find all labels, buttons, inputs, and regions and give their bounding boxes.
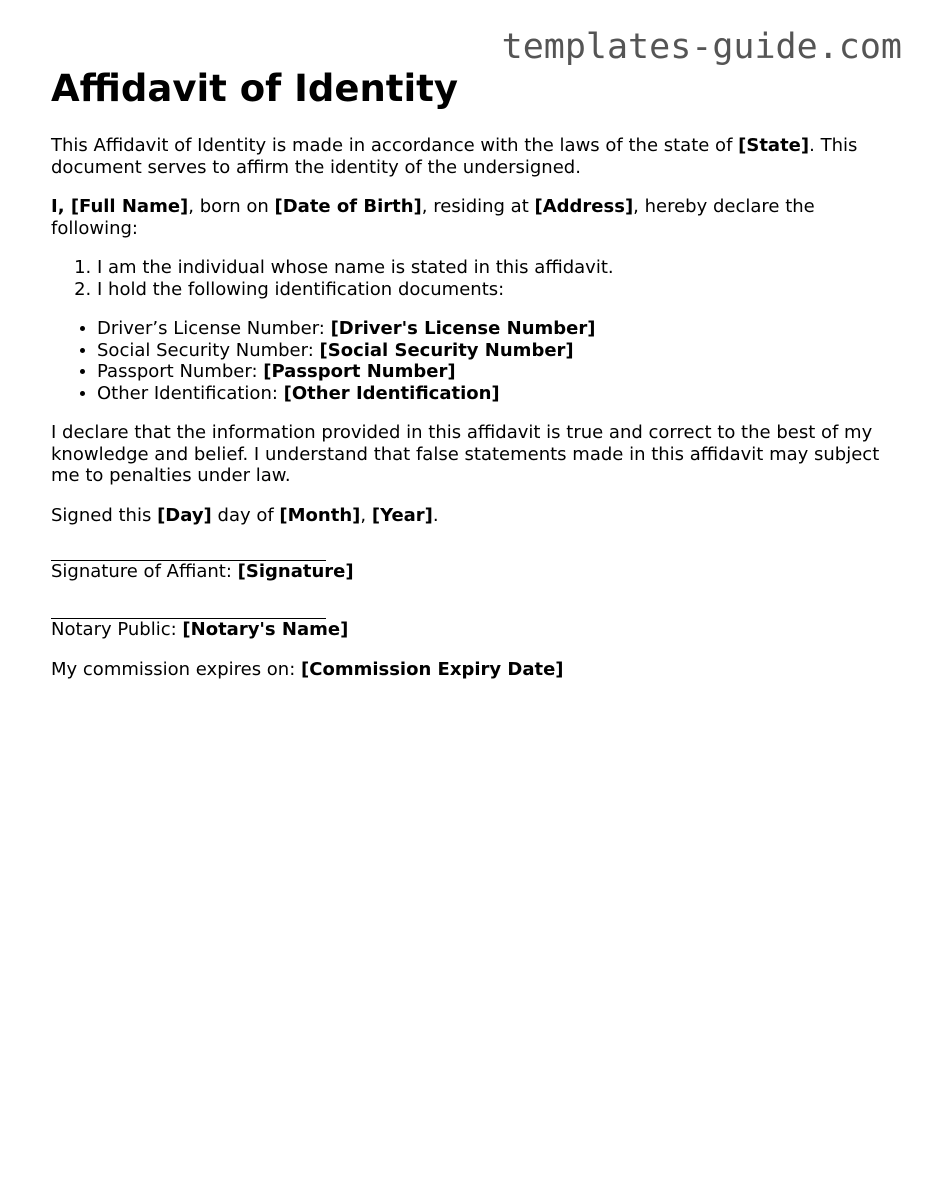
numbered-item: 1. I am the individual whose name is stated in this affidavit.	[97, 257, 881, 279]
notary-name-placeholder: [Notary's Name]	[182, 618, 349, 640]
period-text: .	[432, 504, 439, 526]
id-document-item	[97, 340, 881, 362]
address-placeholder: [Address]	[534, 196, 634, 217]
state-placeholder: [State]	[738, 135, 810, 156]
truth-statement: I declare that the information provided in this affidavit is true and correct to the best of my knowledge and belief. I understand that false statements made in this affidavit may subject me to penalties under law.	[51, 422, 880, 486]
id-document-label: Social Security Number:	[97, 339, 320, 361]
intro-text-before: This Affidavit of Identity is made in accordance with the laws of the state of	[51, 135, 739, 156]
residing-at-text: , residing at	[421, 196, 535, 217]
comma-text: ,	[360, 504, 372, 526]
id-document-label: Driver’s License Number:	[97, 318, 331, 339]
id-document-label: Passport Number:	[97, 361, 264, 382]
signed-prefix: Signed this	[51, 504, 158, 526]
numbered-list	[51, 257, 881, 300]
id-document-value: [Passport Number]	[263, 361, 456, 382]
month-placeholder: [Month]	[279, 504, 361, 526]
affiant-signature-caption	[51, 561, 881, 583]
page-title: Affidavit of Identity	[51, 67, 458, 110]
id-document-label: Other Identification:	[97, 382, 284, 404]
id-document-item	[97, 383, 881, 405]
notary-signature-block	[51, 602, 881, 641]
year-placeholder: [Year]	[371, 504, 433, 526]
notary-caption	[51, 619, 881, 641]
id-document-item	[97, 318, 881, 340]
id-document-value: [Driver's License Number]	[330, 318, 596, 339]
signed-date-line	[51, 505, 881, 527]
day-of-text: day of	[211, 504, 280, 526]
signature-line	[51, 544, 326, 561]
full-name-placeholder: [Full Name]	[70, 196, 189, 217]
notary-label: Notary Public:	[51, 618, 183, 640]
document-body	[51, 68, 881, 699]
watermark: templates-guide.com	[501, 27, 902, 67]
intro-text-after: . This document serves to affirm the identity of the undersigned.	[51, 135, 858, 178]
commission-date-placeholder: [Commission Expiry Date]	[301, 659, 564, 680]
commission-line	[51, 659, 881, 681]
declaration-suffix: , hereby declare the following:	[51, 196, 815, 239]
intro-paragraph	[51, 135, 881, 178]
affiant-signature-block	[51, 544, 881, 583]
affiant-signature-label: Signature of Affiant:	[51, 561, 238, 582]
id-documents-list	[51, 318, 881, 404]
born-on-text: , born on	[188, 196, 275, 217]
commission-label: My commission expires on:	[51, 659, 302, 680]
id-document-value: [Other Identification]	[283, 382, 500, 404]
dob-placeholder: [Date of Birth]	[274, 196, 422, 217]
signature-line	[51, 602, 326, 619]
id-document-value: [Social Security Number]	[319, 339, 574, 361]
numbered-item: 2. I hold the following identification documents:	[97, 279, 881, 301]
declaration-paragraph	[51, 196, 881, 239]
id-document-item	[97, 361, 881, 383]
declaration-prefix: I,	[51, 196, 71, 217]
signature-placeholder: [Signature]	[237, 561, 354, 582]
day-placeholder: [Day]	[157, 504, 212, 526]
